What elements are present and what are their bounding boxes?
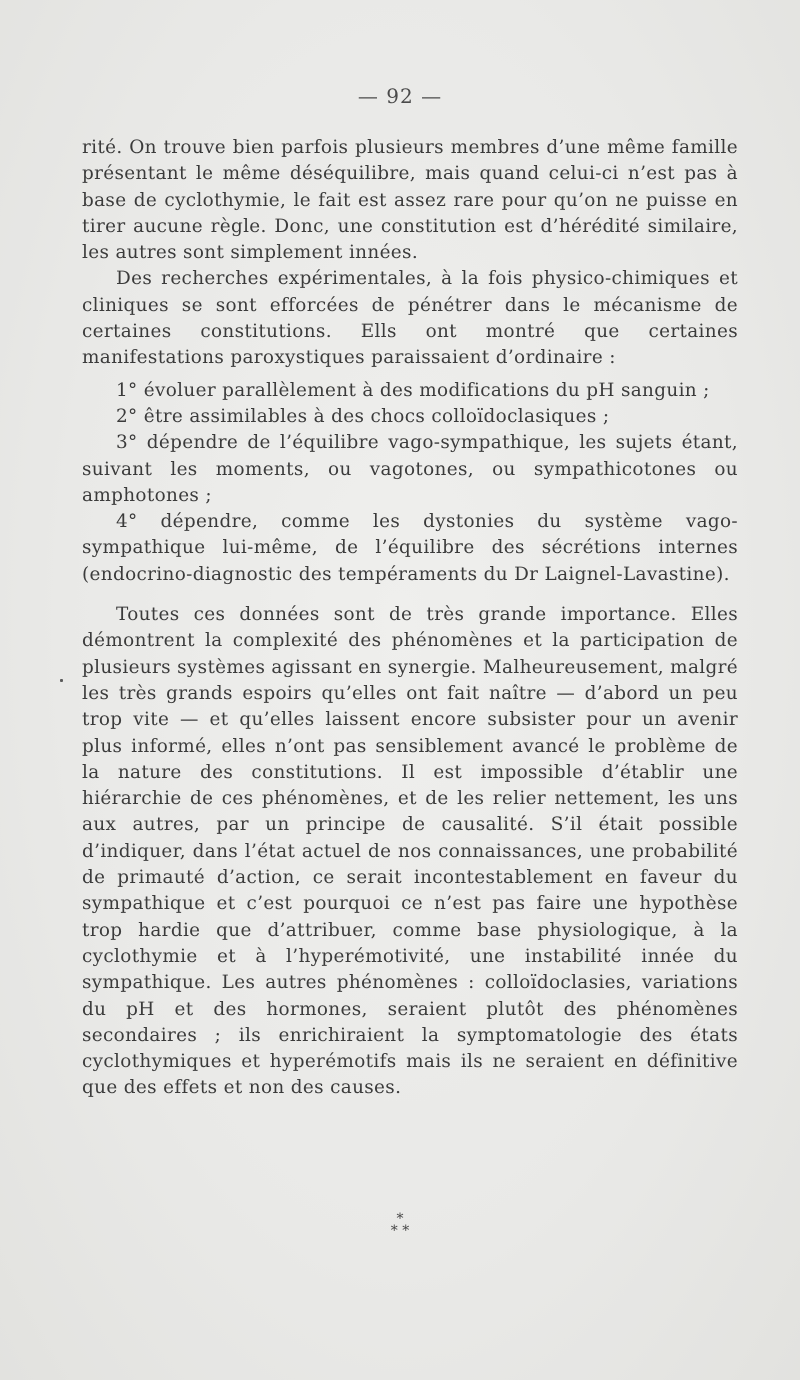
paragraph-3: Toutes ces données sont de très grande importance. Elles démontrent la complexité des phénomènes et la participation de plusieurs systèmes agissant en synergie. Malheureusement, malgré les très grands espoirs qu’elles ont fait naître — d’abord un peu trop vite — et qu’elles laissent encore subsister pour un avenir plus informé, elles n’ont pas sensiblement avancé le problème de la nature des constitutions. Il est impossible d’établir une hiérarchie de ces phénomènes, et de les relier nettement, les uns aux autres, par un principe de causalité. S’il était possible d’indiquer, dans l’état actuel de nos connaissances, une probabilité de primauté d’action, ce serait incontestablement en faveur du sympathique et c’est pourquoi ce n’est pas faire une hypothèse trop hardie que d’attribuer, comme base physiologique, à la cyclothymie et à l’hyperémotivité, une instabilité innée du sympathique. Les autres phénomènes : colloïdoclasies, variations du pH et des hormones, seraient plutôt des phénomènes secondaires ; ils enrichiraient la symptomatologie des états cyclothymiques et hyperémotifs mais ils ne seraient en définitive que des effets et non des causes. (82, 604, 738, 1099)
list-item-4: 4° dépendre, comme les dystonies du système vago-sympathique lui-même, de l’équilibre des sécrétions internes (endocrino-diagnostic des tempéraments du Dr Laignel-Lavastine). (82, 511, 738, 585)
margin-mark (60, 679, 63, 682)
list-item-2: 2° être assimilables à des chocs colloïdoclasiques ; (116, 405, 610, 427)
list-item-3: 3° dépendre de l’équilibre vago-sympathique, les sujets étant, suivant les moments, ou vagotones, ou sympathicotones ou amphotones ; (82, 432, 738, 506)
paragraph-2: Des recherches expérimentales, à la fois physico-chimiques et cliniques se sont efforcées de pénétrer dans le mécanisme de certaines constitutions. Ells ont montré que certaines manifestations paroxystiques paraissaient d’ordinaire : (82, 268, 738, 369)
body-text (82, 135, 738, 1102)
asterism-top: * (396, 1211, 404, 1227)
asterism (0, 1213, 800, 1237)
page-number: — 92 — (357, 84, 443, 108)
asterism-bottom: * * (390, 1223, 410, 1239)
list-item-1: 1° évoluer parallèlement à des modifications du pH sanguin ; (116, 379, 710, 401)
paragraph-1: rité. On trouve bien parfois plusieurs membres d’une même famille présentant le même déséquilibre, mais quand celui-ci n’est pas à base de cyclothymie, le fait est assez rare pour qu’on ne puisse en tirer aucune règle. Donc, une constitution est d’hérédité similaire, les autres sont simplement innées. (82, 137, 738, 264)
